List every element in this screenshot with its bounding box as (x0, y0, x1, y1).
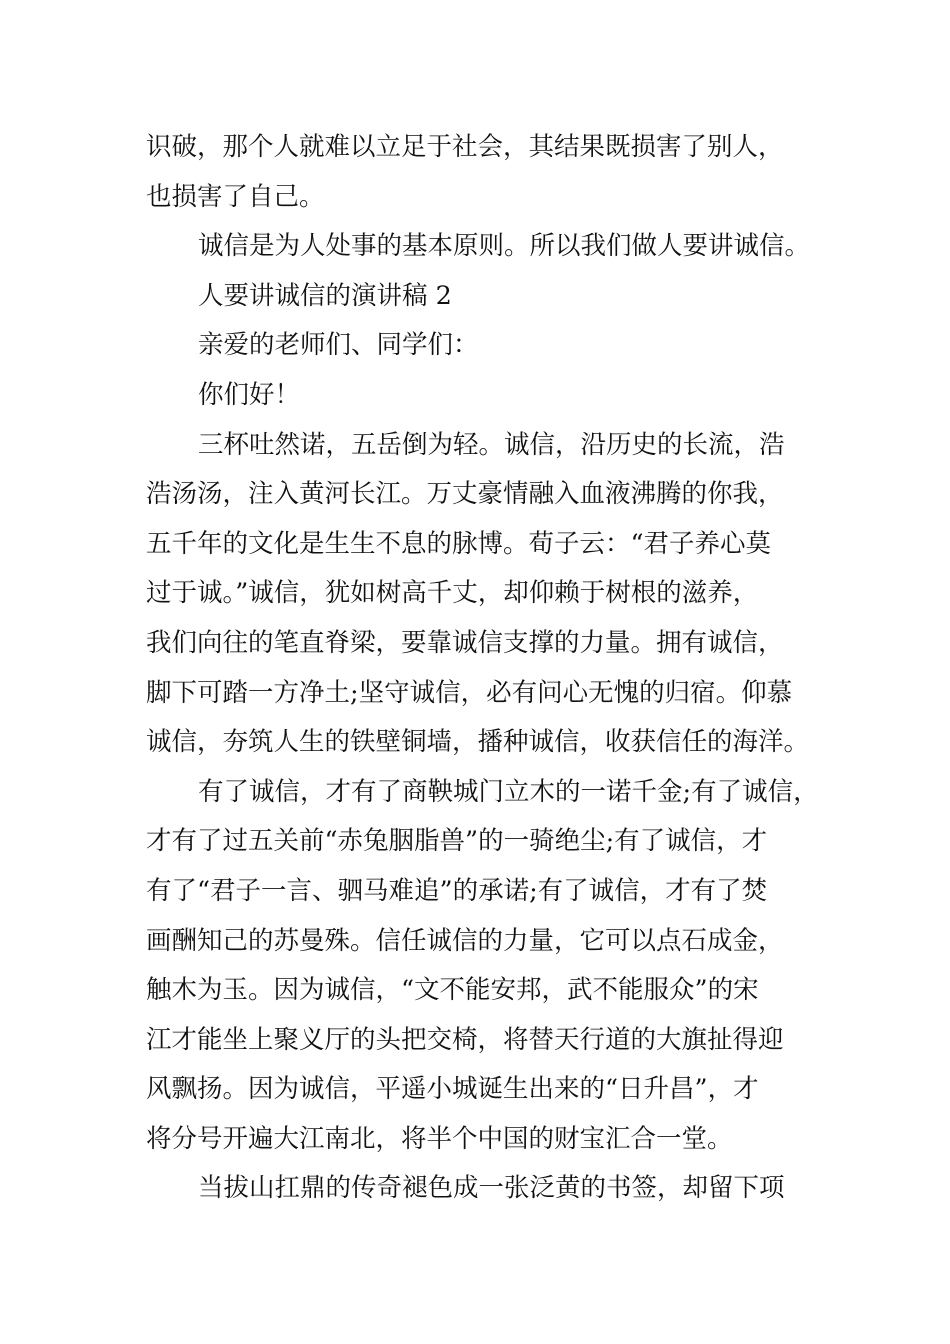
text-line: 过于诚。”诚信，犹如树高千丈，却仰赖于树根的滋养， (146, 578, 759, 609)
text-line: 识破，那个人就难以立足于社会，其结果既损害了别人， (146, 132, 784, 162)
text-line: 有了诚信，才有了商鞅城门立木的一诺千金;有了诚信， (198, 776, 819, 807)
text-line: 也损害了自己。 (146, 181, 325, 212)
text-line: 画酬知己的苏曼殊。信任诚信的力量，它可以点石成金， (146, 925, 784, 956)
text-line: 浩汤汤，注入黄河长江。万丈豪情融入血液沸腾的你我， (146, 479, 784, 510)
text-line: 亲爱的老师们、同学们： (198, 330, 479, 361)
text-line: 才有了过五关前“赤兔胭脂兽”的一骑绝尘;有了诚信，才 (146, 826, 768, 857)
text-line: 三杯吐然诺，五岳倒为轻。诚信，沿历史的长流，浩 (198, 429, 785, 460)
text-line: 风飘扬。因为诚信，平遥小城诞生出来的“日升昌”，才 (146, 1074, 759, 1105)
text-line: 我们向往的笔直脊梁，要靠诚信支撑的力量。拥有诚信， (146, 627, 784, 658)
text-line: 触木为玉。因为诚信，“文不能安邦，武不能服众”的宋 (146, 975, 759, 1006)
text-line: 你们好！ (198, 379, 301, 410)
document-body (146, 123, 836, 1214)
text-line: 脚下可踏一方净土;坚守诚信，必有问心无愧的归宿。仰慕 (146, 677, 793, 708)
text-line: 人要讲诚信的演讲稿 2 (198, 280, 452, 311)
text-line: 有了“君子一言、驷马难追”的承诺;有了诚信，才有了焚 (146, 875, 768, 906)
text-line: 五千年的文化是生生不息的脉博。荀子云：“君子养心莫 (146, 528, 772, 559)
text-line: 将分号开遍大江南北，将半个中国的财宝汇合一堂。 (146, 1123, 733, 1154)
text-line: 江才能坐上聚义厅的头把交椅，将替天行道的大旗扯得迎 (146, 1024, 784, 1055)
text-line: 诚信是为人处事的基本原则。所以我们做人要讲诚信。 (198, 231, 811, 262)
text-line: 当拔山扛鼎的传奇褪色成一张泛黄的书签，却留下项 (198, 1173, 785, 1204)
text-line: 诚信，夯筑人生的铁壁铜墙，播种诚信，收获信任的海洋。 (146, 727, 810, 758)
